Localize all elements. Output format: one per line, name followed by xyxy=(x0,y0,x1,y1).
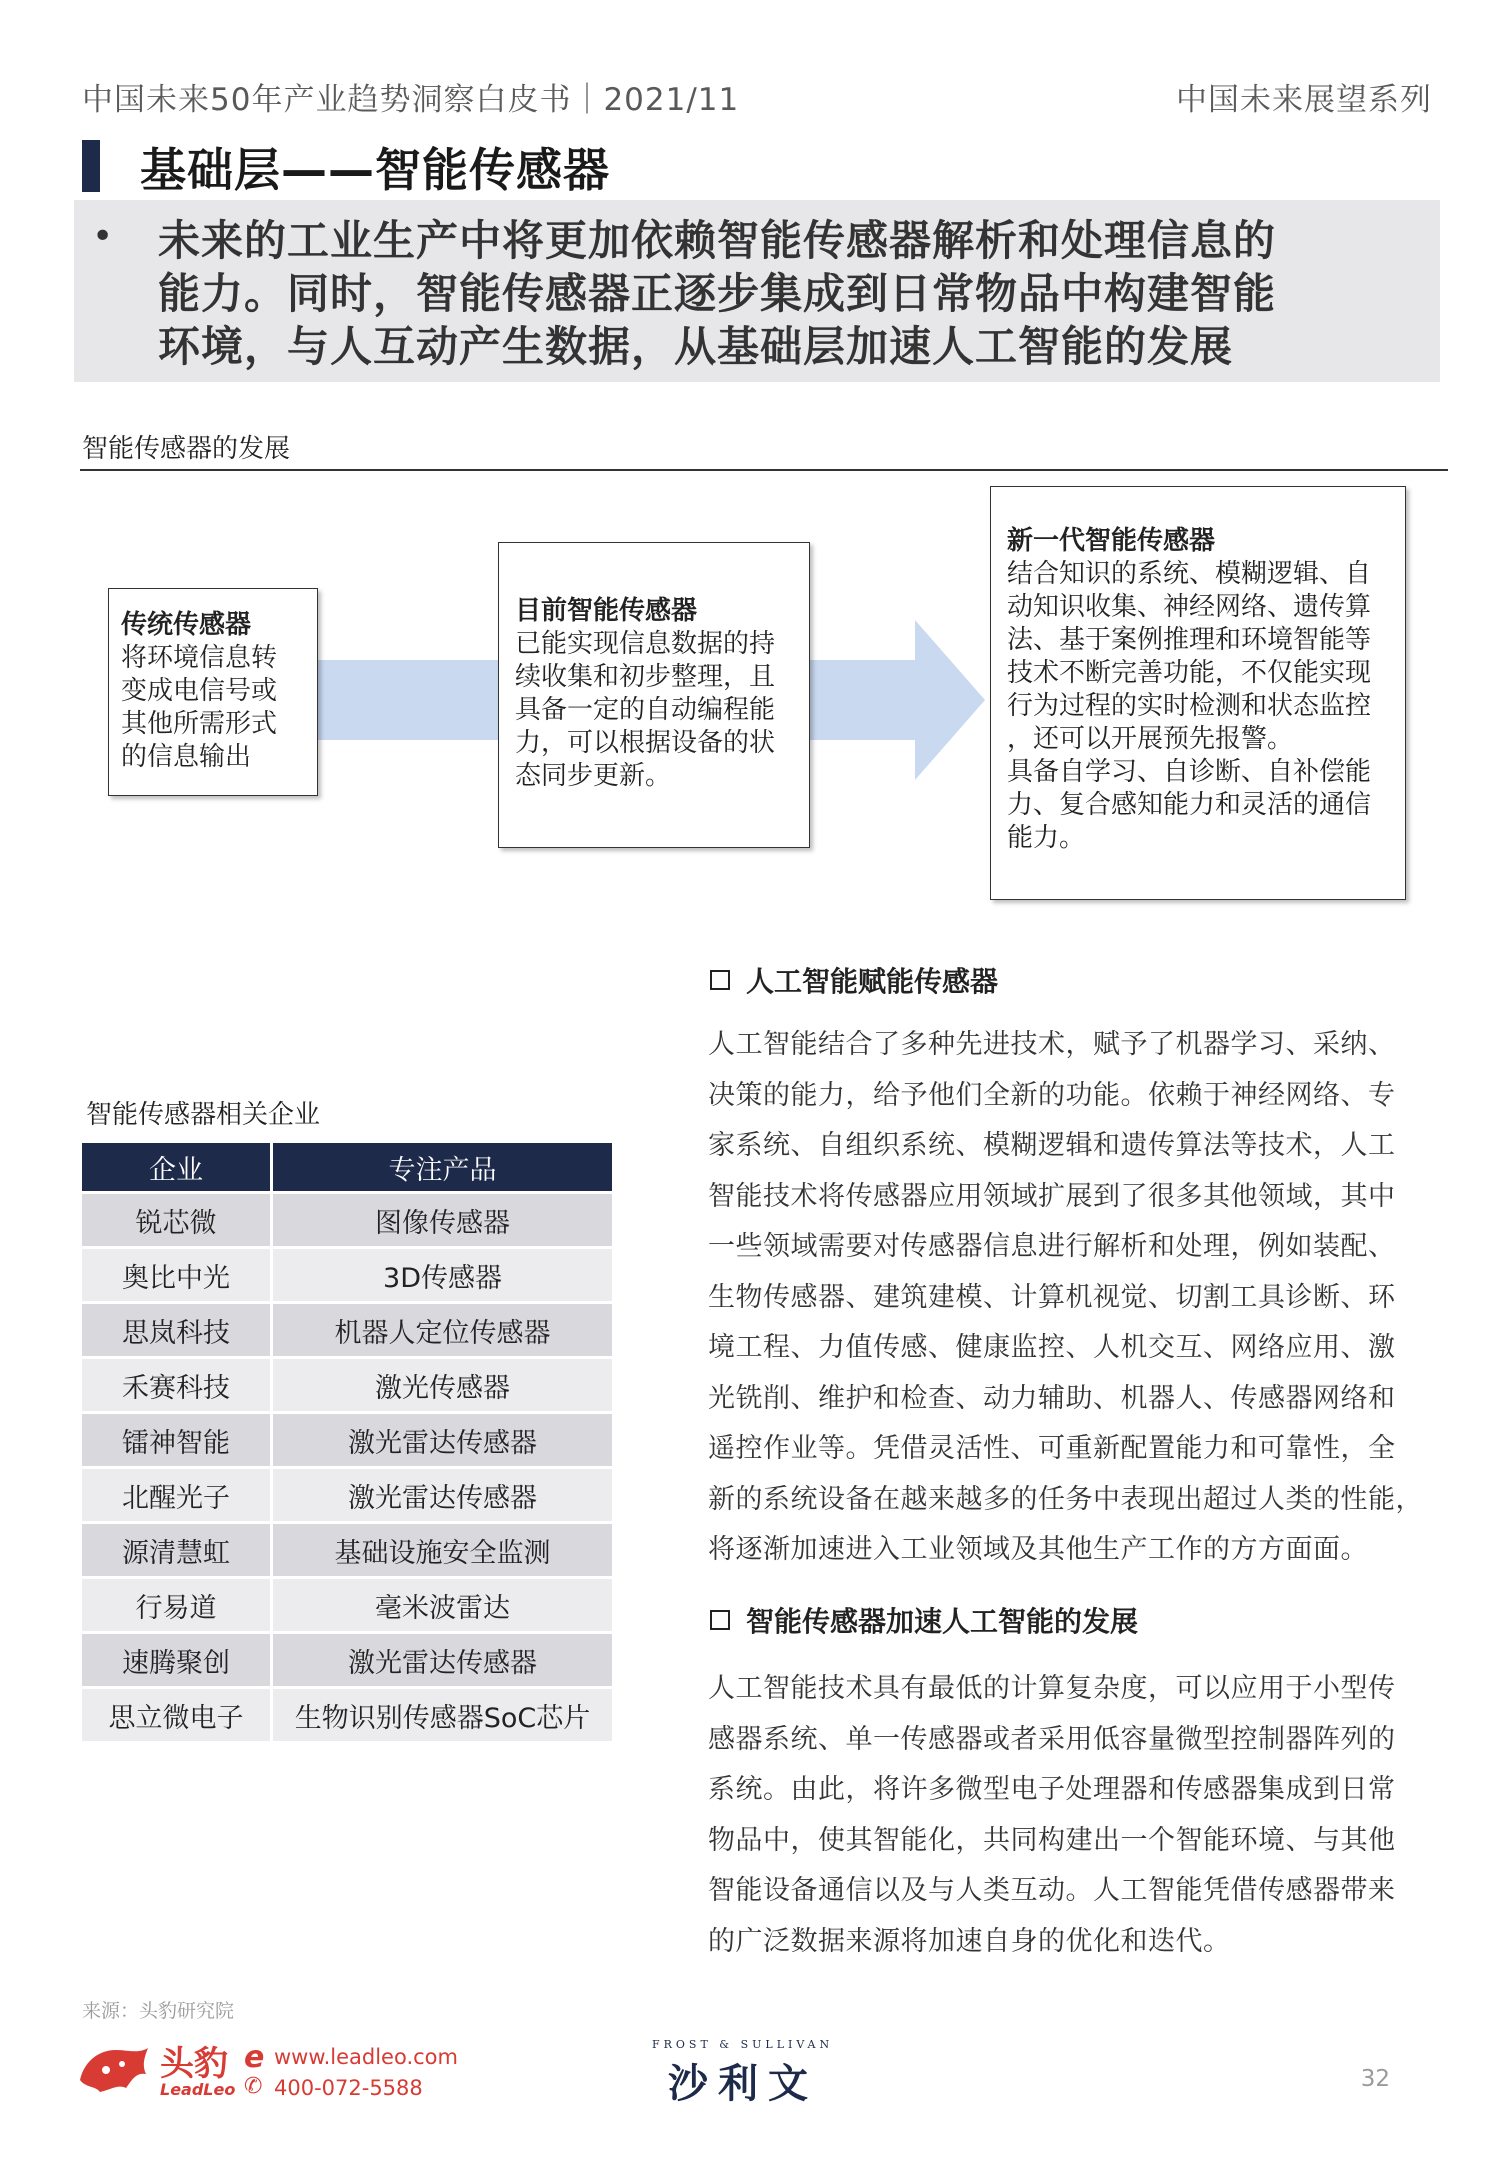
section1-heading-row xyxy=(710,960,998,1000)
current-sensor-title: 目前智能传感器 xyxy=(515,596,698,626)
company-product: 激光雷达传感器 xyxy=(273,1634,612,1686)
company-name: 北醒光子 xyxy=(82,1469,273,1521)
box-line: 将环境信息转 xyxy=(121,643,278,673)
page-number: 32 xyxy=(1360,2066,1390,2092)
table-row xyxy=(82,1579,612,1631)
company-product: 3D传感器 xyxy=(273,1249,612,1301)
section2-heading: 智能传感器加速人工智能的发展 xyxy=(746,1605,1139,1638)
document-header-title: 中国未来50年产业趋势洞察白皮书｜2021/11 xyxy=(82,82,740,118)
table-row xyxy=(82,1689,612,1741)
companies-table xyxy=(82,1140,612,1744)
box-line: ，还可以开展预先报警。 xyxy=(1007,724,1294,754)
box-line: 技术不断完善功能，不仅能实现 xyxy=(1007,658,1372,688)
table-row xyxy=(82,1469,612,1521)
summary-line: 能力。同时，智能传感器正逐步集成到日常物品中构建智能 xyxy=(158,269,1277,318)
paragraph-line: 将逐渐加速进入工业领域及其他生产工作的方方面面。 xyxy=(708,1534,1368,1565)
company-product: 生物识别传感器SoC芯片 xyxy=(273,1689,612,1741)
paragraph-line: 感器系统、单一传感器或者采用低容量微型控制器阵列的 xyxy=(708,1723,1396,1755)
box-line: 结合知识的系统、模糊逻辑、自 xyxy=(1007,559,1372,589)
company-product: 毫米波雷达 xyxy=(273,1579,612,1631)
partner-logo-cn: 沙利文 xyxy=(668,2061,818,2107)
checkbox-icon xyxy=(710,1610,730,1630)
bullet-icon: • xyxy=(92,216,114,257)
section1-heading: 人工智能赋能传感器 xyxy=(746,965,999,998)
table-row xyxy=(82,1359,612,1411)
box-line: 具备自学习、自诊断、自补偿能 xyxy=(1007,757,1372,787)
paragraph-line: 生物传感器、建筑建模、计算机视觉、切割工具诊断、环 xyxy=(708,1281,1396,1313)
company-name: 禾赛科技 xyxy=(82,1359,273,1411)
table-row xyxy=(82,1524,612,1576)
website-link[interactable]: www.leadleo.com xyxy=(274,2045,458,2069)
section2-paragraph xyxy=(708,1664,1424,1967)
company-name: 思立微电子 xyxy=(82,1689,273,1741)
partner-logo-en: FROST & SULLIVAN xyxy=(652,2038,834,2051)
box-line: 法、基于案例推理和环境智能等 xyxy=(1007,625,1372,655)
paragraph-line: 人工智能结合了多种先进技术，赋予了机器学习、采纳、 xyxy=(708,1029,1396,1060)
summary-line: 环境，与人互动产生数据，从基础层加速人工智能的发展 xyxy=(158,322,1234,371)
paragraph-line: 境工程、力值传感、健康监控、人机交互、网络应用、激 xyxy=(708,1332,1396,1363)
box-line: 具备一定的自动编程能 xyxy=(515,695,776,725)
company-name: 奥比中光 xyxy=(82,1249,273,1301)
company-name: 行易道 xyxy=(82,1579,273,1631)
paragraph-line: 智能技术将传感器应用领域扩展到了很多其他领域，其中 xyxy=(708,1180,1396,1212)
table-header-row xyxy=(82,1143,612,1191)
paragraph-line: 物品中，使其智能化，共同构建出一个智能环境、与其他 xyxy=(708,1824,1396,1856)
company-name: 源清慧虹 xyxy=(82,1524,273,1576)
phone-icon: ✆ xyxy=(244,2074,263,2099)
company-product: 激光雷达传感器 xyxy=(273,1469,612,1521)
series-label: 中国未来展望系列 xyxy=(1176,82,1432,118)
box-line: 的信息输出 xyxy=(121,742,252,772)
table-row xyxy=(82,1634,612,1686)
current-sensor-box xyxy=(498,542,810,848)
title-accent-bar xyxy=(82,140,100,192)
summary-text xyxy=(158,214,1428,373)
paragraph-line: 遥控作业等。凭借灵活性、可重新配置能力和可靠性，全 xyxy=(708,1433,1396,1464)
section2-heading-row xyxy=(710,1600,1138,1640)
paragraph-line: 智能设备通信以及与人类互动。人工智能凭借传感器带来 xyxy=(708,1875,1396,1906)
phone-number: 400-072-5588 xyxy=(274,2076,423,2100)
paragraph-line: 决策的能力，给予他们全新的功能。依赖于神经网络、专 xyxy=(708,1079,1396,1111)
traditional-sensor-title: 传统传感器 xyxy=(121,610,252,640)
company-product: 图像传感器 xyxy=(273,1194,612,1246)
paragraph-line: 人工智能技术具有最低的计算复杂度，可以应用于小型传 xyxy=(708,1673,1396,1704)
company-product: 激光雷达传感器 xyxy=(273,1414,612,1466)
box-line: 能力。 xyxy=(1007,823,1086,853)
box-line: 态同步更新。 xyxy=(515,761,672,791)
companies-label: 智能传感器相关企业 xyxy=(86,1100,321,1130)
column-header-company: 企业 xyxy=(82,1143,273,1191)
company-product: 激光传感器 xyxy=(273,1359,612,1411)
box-line: 续收集和初步整理，且 xyxy=(515,662,776,692)
development-section-label: 智能传感器的发展 xyxy=(82,434,291,464)
web-icon: e xyxy=(244,2040,265,2075)
box-line: 动知识收集、神经网络、遗传算 xyxy=(1007,592,1372,622)
page-title: 基础层——智能传感器 xyxy=(140,143,610,197)
section1-paragraph xyxy=(708,1020,1424,1576)
box-line: 力、复合感知能力和灵活的通信 xyxy=(1007,790,1372,820)
table-row xyxy=(82,1304,612,1356)
box-line: 力，可以根据设备的状 xyxy=(515,728,776,758)
box-line: 变成电信号或 xyxy=(121,676,278,706)
company-product: 基础设施安全监测 xyxy=(273,1524,612,1576)
leadleo-logo-en: LeadLeo xyxy=(160,2080,236,2099)
checkbox-icon xyxy=(710,970,730,990)
traditional-sensor-box xyxy=(108,588,318,796)
table-row xyxy=(82,1194,612,1246)
table-row xyxy=(82,1249,612,1301)
company-name: 速腾聚创 xyxy=(82,1634,273,1686)
leadleo-logo-cn: 头豹 xyxy=(160,2044,228,2084)
leadleo-leopard-logo-icon xyxy=(76,2040,154,2098)
next-gen-sensor-box xyxy=(990,486,1406,900)
paragraph-line: 光铣削、维护和检查、动力辅助、机器人、传感器网络和 xyxy=(708,1382,1396,1414)
source-note: 来源：头豹研究院 xyxy=(82,2000,235,2022)
paragraph-line: 系统。由此，将许多微型电子处理器和传感器集成到日常 xyxy=(708,1774,1396,1805)
company-product: 机器人定位传感器 xyxy=(273,1304,612,1356)
paragraph-line: 新的系统设备在越来越多的任务中表现出超过人类的性能， xyxy=(708,1483,1423,1515)
column-header-product: 专注产品 xyxy=(273,1143,612,1191)
paragraph-line: 家系统、自组织系统、模糊逻辑和遗传算法等技术，人工 xyxy=(708,1130,1396,1161)
box-line: 已能实现信息数据的持 xyxy=(515,629,776,659)
paragraph-line: 一些领域需要对传感器信息进行解析和处理，例如装配、 xyxy=(708,1231,1396,1262)
box-line: 行为过程的实时检测和状态监控 xyxy=(1007,691,1372,721)
box-line: 其他所需形式 xyxy=(121,709,278,739)
company-name: 镭神智能 xyxy=(82,1414,273,1466)
company-name: 思岚科技 xyxy=(82,1304,273,1356)
section-divider xyxy=(80,469,1448,471)
table-row xyxy=(82,1414,612,1466)
summary-line: 未来的工业生产中将更加依赖智能传感器解析和处理信息的 xyxy=(158,216,1277,265)
paragraph-line: 的广泛数据来源将加速自身的优化和迭代。 xyxy=(708,1925,1231,1957)
summary-box xyxy=(74,200,1440,382)
company-name: 锐芯微 xyxy=(82,1194,273,1246)
next-gen-sensor-title: 新一代智能传感器 xyxy=(1007,526,1216,556)
